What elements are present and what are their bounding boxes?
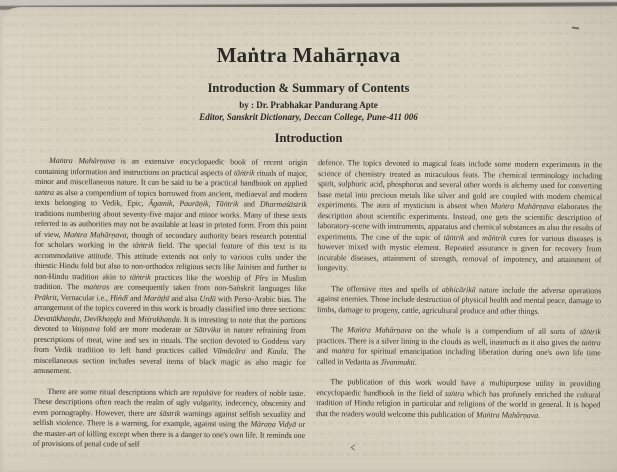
page-content xyxy=(0,43,617,462)
paragraph: defence. The topics devoted to magical feats include some modern experiments in the science of chemistry treated as miraculous feats. The chemical terminology including spirit, sulphuric acid, phosphorus and several other words is alchemy used for converting base metal into precious metals like silver and gold are coupled with modern chemical experiments. The aura of mysticism is absent when Maṅtra Mahārṇava elaborates the description about scientific experiments. Instead, one gets the scientific description of laboratory-scene with instruments, apparatus and chemical substances as also the results of experiments. The case of the topic of tāṅtrik and māṅtrik cures for various diseases is however mixed with mystic element. Repeated assurance is given for recovery from incurable diseases, attainment of strength, removal of impotency, and attainment of longevity. xyxy=(317,158,603,273)
paragraph: The Maṅtra Mahārṇava on the whole is a compendium of all sorts of tāṅtrik practices. There is a silver lining to the clouds as well, inasmuch as it also gives the taṅtra and maṅtra for spiritual emancipation including liberation during one's own life time called in Vedanta as Jīvanmukti. xyxy=(316,325,601,367)
paragraph: The publication of this work would have a multipurpose utility in providing encyclopaedic handbook in the field of taṅtra which has profusely enriched the cultural tradition of Hindu religion in particular and religions of the world in general. It is hoped that the readers would welcome this publication of Maṅtra Mahārṇava. xyxy=(316,377,601,420)
paragraph: There are some ritual descriptions which are repulsive for readers of noble taste. These descriptions often reach the realm of ugly vulgarity, indecency, obscenity and even pornography. However, there are śāstrik warnings against selfish sexuality and selfish violence. There is a warning, for example, against using the Māraṇa Vidyā or the master-art of killing except when there is a danger to one's own life. It reminds one of provisions of penal code of self xyxy=(32,386,306,449)
two-column-body xyxy=(0,156,617,464)
left-column xyxy=(33,156,307,462)
section-heading: Introduction xyxy=(274,131,343,145)
byline: by : Dr. Prabhakar Pandurang Apte xyxy=(239,100,378,110)
paragraph: Maṅtra Mahārṇava is an extensive encyclopaedic book of recent origin containing information and instructions on practical aspects of tāṅtrik rituals of major, minor and miscellaneous nature. It can be said to be a practical handbook on applied taṅtra as also a compendium of topics borrowed from ancient, mediaeval and modern texts belonging to Vedik, Epic, Āgamik, Paurāṇik, Tāṅtrik and Dharmaśāstrik traditions numbering about seventy-five major and minor works. Many of these texts referred to as authorities may not be available at least in printed form. From this point of view, Maṅtra Mahārṇava, though of secondary authority bears research potential for scholars working in the tāṅtrik field. The special feature of this text is its accommodative attitude. This attitude extends not only to various cults under the thiestic Hindu fold but also to non-orthodox religious sects like Jainism and further to non-Hindu tradition akin to tāṅtrik practices like the worship of Pīrs in Muslim tradition. The maṅtras are consequently taken from non-Saṅskrit languages like Prākrit, Vernacular i.e., Hiṅdī and Marāṭhī and also Urdū with Perso-Arabic bias. The arrangement of the topics covered in this work is broadly classified into three sections: Devatākhaṇḍa, Devīkhaṇḍa and Miśrakhaṇḍa. It is intresting to note that the portions devoted to Vaiṣṇava fold are more moderate or Sātrvika in nature refraining from prescriptions of meat, wine and sex in rituals. The section devoted to Goddess vary from Vedik tradition to left hand practices called Vāmācāra and Kaula. The miscellaneous section includes several items of black magic as also magic for amusement. xyxy=(33,155,308,376)
page-title: Maṅtra Mahārṇava xyxy=(216,43,401,67)
page-header xyxy=(0,43,617,146)
right-column xyxy=(316,158,602,464)
subtitle: Introduction & Summary of Contents xyxy=(207,81,410,95)
editor-line: Editor, Sanskrit Dictionary, Deccan College, Pune-411 006 xyxy=(199,112,418,122)
paragraph: The offensive rites and spells of abhicārikā nature include the adverse operations against enemies. Those include destruction of physical health and mental peace, damage to limbs, damage to progeny, cattle, agricultural produce and other things. xyxy=(316,283,602,316)
book-page xyxy=(0,7,617,472)
